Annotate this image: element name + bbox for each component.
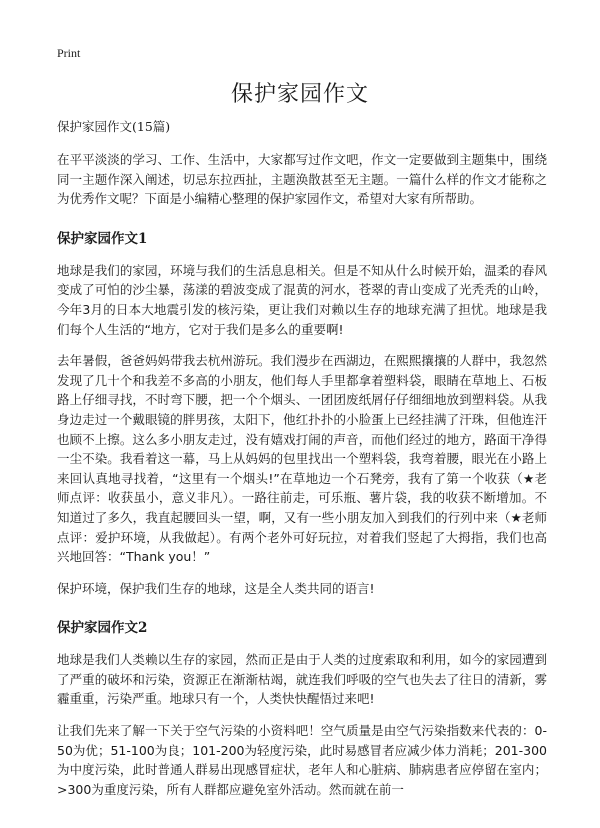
section-2-paragraph-2: 让我们先来了解一下关于空气污染的小资料吧！空气质量是由空气污染指数来代表的：0-50为优；51-100为良；101-200为轻度污染，此时易感冒者应减少体力消耗；201-300为中度污染，此时普通人群易出现感冒症状，老年人和心脏病、肺病患者应停留在室内；>300为重度污染，所有人群都应避免室外活动。然而就在前一 [57,723,547,797]
section-1-paragraph-3: 保护环境，保护我们生存的地球，这是全人类共同的语言! [57,580,375,596]
section-1-paragraph-1: 地球是我们的家园，环境与我们的生活息息相关。但是不知从什么时候开始，温柔的春风变成了可怕的沙尘暴，荡漾的碧波变成了混黄的河水，苍翠的青山变成了光秃秃的山岭，今年3月的日本大地震引发的核污染，更让我们对赖以生存的地球充满了担忧。地球是我们每个人生活的“地方，它对于我们是多么的重要啊! [57,262,547,337]
page-title: 保护家园作文 [230,82,369,107]
print-link[interactable]: Print [57,46,81,60]
section-2-paragraph-1: 地球是我们人类赖以生存的家园，然而正是由于人类的过度索取和利用，如今的家园遭到了严重的破坏和污染，资源正在渐渐枯竭，就连我们呼吸的空气也失去了往日的清新，雾霾重重，污染严重。地球只有一个，人类快快醒悟过来吧! [57,652,547,707]
section-1-paragraph-2: 去年暑假，爸爸妈妈带我去杭州游玩。我们漫步在西湖边，在熙熙攘攘的人群中，我忽然发现了几十个和我差不多高的小朋友，他们每人手里都拿着塑料袋，眼睛在草地上、石板路上仔细寻找，不时弯下腰，把一个个烟头、一团团废纸屑仔仔细细地放到塑料袋。从我身边走过一个戴眼镜的胖男孩，太阳下，他红扑扑的小脸蛋上已经挂满了汗珠，但他连汗也顾不上擦。这么多小朋友走过，没有嬉戏打闹的声音，而他们经过的地方，路面干净得一尘不染。我看着这一幕，马上从妈妈的包里找出一个塑料袋，我弯着腰，眼光在小路上来回认真地寻找着，“这里有一个烟头!”在草地边一个石凳旁，我有了第一个收获（★老师点评：收获虽小，意义非凡）。一路往前走，可乐瓶、薯片袋，我的收获不断增加。不知道过了多久，我直起腰回头一望，啊，又有一些小朋友加入到我们的行列中来（★老师点评：爱护环境，从我做起）。有两个老外可好玩拉，对着我们竖起了大拇指，我们也高兴地回答：“Thank you！” [57,353,547,565]
article-subtitle: 保护家园作文(15篇) [57,119,171,134]
article-body [57,118,547,811]
section-heading-2: 保护家园作文2 [57,620,148,637]
section-heading-1: 保护家园作文1 [57,230,148,247]
intro-paragraph: 在平平淡淡的学习、工作、生活中，大家都写过作文吧，作文一定要做到主题集中，围绕同一主题作深入阐述，切忌东拉西扯，主题涣散甚至无主题。一篇什么样的作文才能称之为优秀作文呢？下面是小编精心整理的保护家园作文，希望对大家有所帮助。 [57,152,547,207]
